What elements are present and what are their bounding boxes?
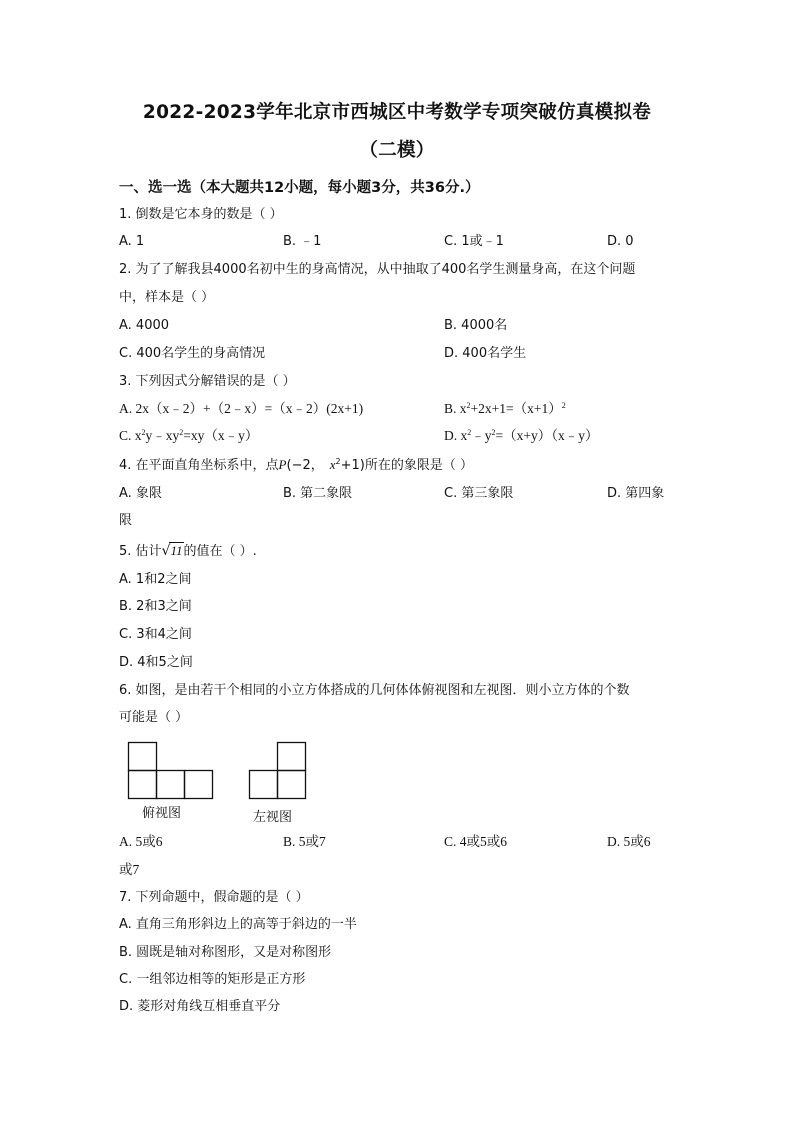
question-1-option-b: B. ﹣1 bbox=[283, 234, 322, 249]
question-4-stem: 4. 在平面直角坐标系中，点P(−2， $x^2+1$)所在的象限是（ ） bbox=[119, 457, 473, 473]
question-1-option-d: D. 0 bbox=[607, 234, 634, 249]
question-4-option-a: A. 象限 bbox=[119, 486, 162, 501]
document-title: 2022-2023学年北京市西城区中考数学专项突破仿真模拟卷 bbox=[142, 102, 652, 123]
question-3-stem: 3. 下列因式分解错误的是（ ） bbox=[119, 374, 296, 389]
question-6-stem-line1: 6. 如图，是由若干个相同的小立方体搭成的几何体体俯视图和左视图．则小立方体的个数 bbox=[119, 683, 630, 698]
question-7-option-a: A. 直角三角形斜边上的高等于斜边的一半 bbox=[119, 917, 357, 932]
top-view-figure bbox=[128, 742, 214, 800]
top-view-caption: 俯视图 bbox=[142, 806, 182, 821]
question-6-option-a: A. 5或6 bbox=[119, 834, 163, 849]
question-1-option-a: A. 1 bbox=[119, 234, 145, 249]
question-7-option-c: C. 一组邻边相等的矩形是正方形 bbox=[119, 972, 306, 987]
question-3-option-b: B. $x^2+2x+1=(x+1)^2$ bbox=[444, 401, 566, 416]
question-3-option-a: A. 2x（x﹣2）+（2﹣x）=（x﹣2）(2x+1) bbox=[119, 401, 364, 416]
question-2-stem-line2: 中，样本是（ ） bbox=[119, 290, 215, 305]
question-4-option-b: B. 第二象限 bbox=[283, 486, 353, 501]
question-7-stem: 7. 下列命题中，假命题的是（ ） bbox=[119, 890, 309, 905]
question-2-stem-line1: 2. 为了了解我县4000名初中生的身高情况，从中抽取了400名学生测量身高，在这个问题 bbox=[119, 262, 636, 277]
question-2-option-d: D. 400名学生 bbox=[444, 346, 527, 361]
question-2-option-a: A. 4000 bbox=[119, 318, 170, 333]
question-5-option-c: C. 3和4之间 bbox=[119, 627, 192, 642]
question-2-option-b: B. 4000名 bbox=[444, 318, 508, 333]
question-5-stem: 5. 估计√11的值在（ ）. bbox=[119, 543, 257, 559]
question-1-stem: 1. 倒数是它本身的数是（ ） bbox=[119, 207, 283, 222]
question-7-option-b: B. 圆既是轴对称图形，又是对称图形 bbox=[119, 945, 332, 960]
question-7-option-d: D. 菱形对角线互相垂直平分 bbox=[119, 999, 281, 1014]
left-view-figure bbox=[249, 742, 307, 800]
question-3-option-d: D. $x^2﹣y^2=(x+y)(x﹣y)$ bbox=[444, 428, 599, 443]
sqrt-symbol: √ bbox=[161, 543, 171, 559]
question-6-option-d-wrap: 或7 bbox=[119, 862, 140, 877]
document-subtitle: （二模） bbox=[359, 140, 435, 161]
question-5-option-b: B. 2和3之间 bbox=[119, 599, 192, 614]
question-6-stem-line2: 可能是（ ） bbox=[119, 710, 189, 725]
question-5-option-a: A. 1和2之间 bbox=[119, 572, 192, 587]
question-3-option-c: C. $x^2y﹣xy^2=xy(x﹣y)$ bbox=[119, 428, 259, 443]
question-1-option-c: C. 1或﹣1 bbox=[444, 234, 504, 249]
question-4-option-c: C. 第三象限 bbox=[444, 486, 514, 501]
question-6-option-d: D. 5或6 bbox=[607, 834, 651, 849]
left-view-caption: 左视图 bbox=[253, 810, 293, 825]
question-6-option-b: B. 5或7 bbox=[283, 834, 326, 849]
question-2-option-c: C. 400名学生的身高情况 bbox=[119, 346, 266, 361]
question-6-option-c: C. 4或5或6 bbox=[444, 834, 508, 849]
question-4-option-d-wrap: 限 bbox=[119, 513, 133, 528]
question-4-option-d: D. 第四象 bbox=[607, 486, 665, 501]
question-5-option-d: D. 4和5之间 bbox=[119, 655, 193, 670]
section-heading: 一、选一选（本大题共12小题，每小题3分，共36分.） bbox=[119, 180, 480, 196]
